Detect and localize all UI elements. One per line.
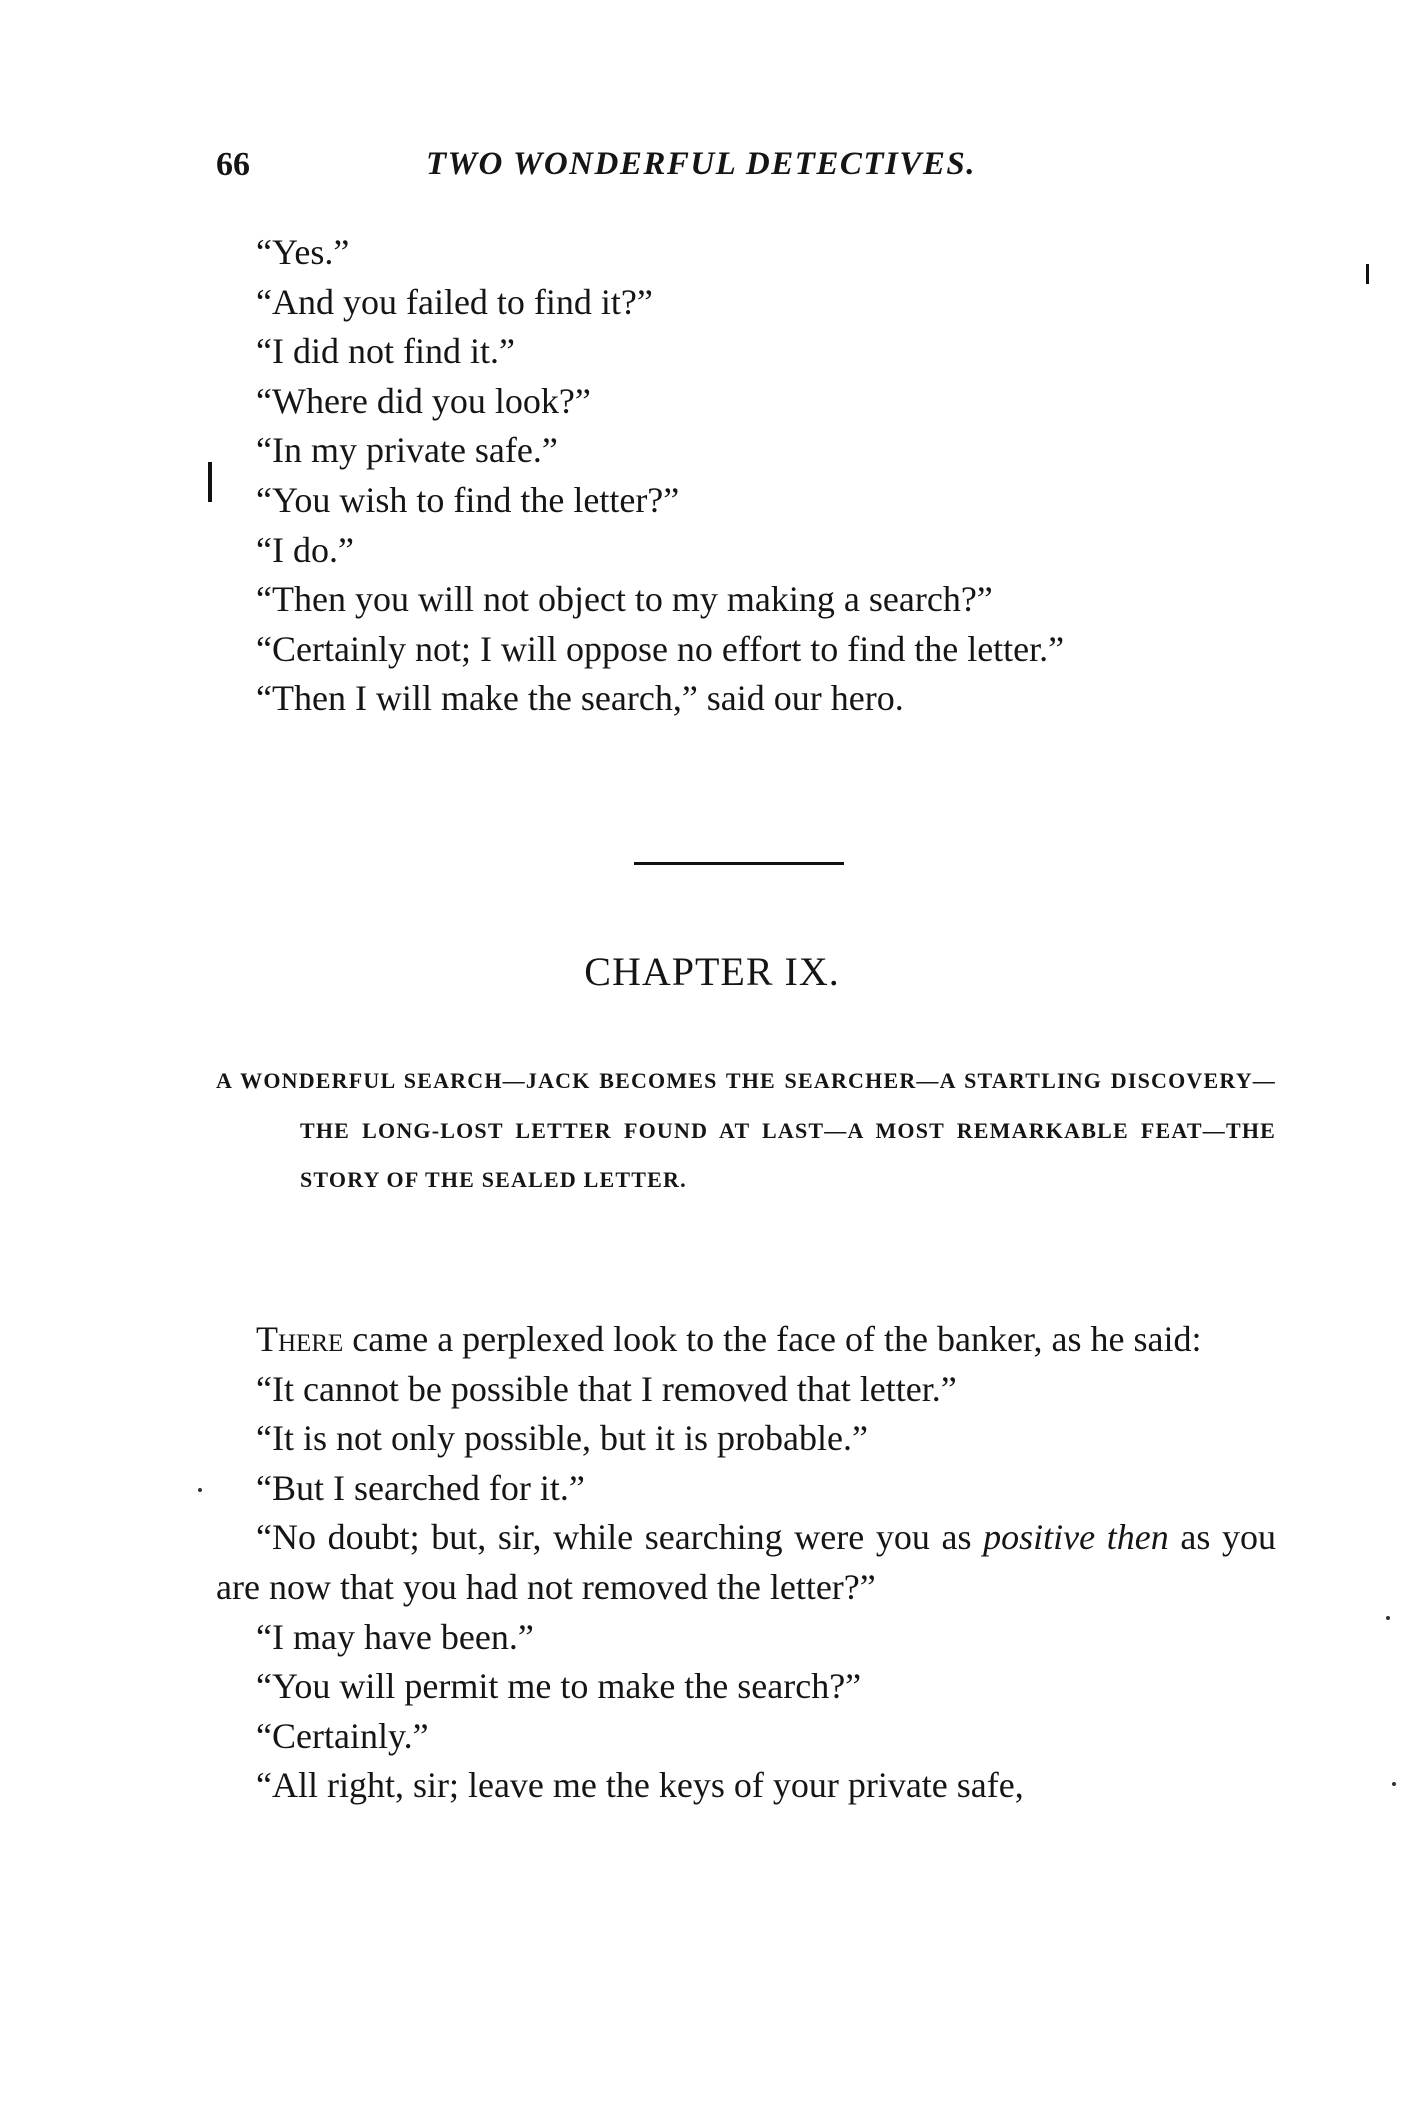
paragraph: “Yes.” [256,232,350,272]
page-number: 66 [216,146,250,183]
paragraph: “Certainly not; I will oppose no effort to find the letter.” [256,628,1065,669]
paragraph: “Then I will make the search,” said our hero. [256,678,904,719]
dust-speck [1392,1782,1396,1786]
dialogue-before-chapter [216,228,1276,724]
text-run: as you are now that you had not removed the letter?” [216,1517,1276,1607]
opening-paragraph [216,1315,1276,1365]
paragraph: “I do.” [256,529,354,570]
opening-rest: came a perplexed look to the face of the banker, as he said: [343,1319,1202,1359]
dust-speck [198,1488,202,1492]
paragraph: “Where did you look?” [256,380,591,421]
paragraph: “I may have been.” [256,1616,534,1657]
opening-word: There [256,1319,344,1359]
text-run: “No doubt; but, sir, while searching were you as [256,1517,984,1558]
paragraph: “All right, sir; leave me the keys of your private safe, [256,1765,1024,1806]
dust-speck [1386,1616,1390,1620]
italic-text: positive then [983,1517,1169,1558]
paragraph: “You wish to find the letter?” [256,479,680,520]
paragraph: “It cannot be possible that I removed that letter.” [256,1368,957,1409]
paragraph: “In my private safe.” [256,430,558,471]
running-head [216,146,1276,194]
section-divider [634,862,844,865]
chapter-synopsis: A WONDERFUL SEARCH—JACK BECOMES THE SEARCHER—A STARTLING DISCOVERY—THE LONG-LOST LETTER FOUND AT LAST—A MOST REMARKABLE FEAT—THE STORY OF THE SEALED LETTER. [216,1068,1276,1192]
running-title: TWO WONDERFUL DETECTIVES. [426,146,977,182]
paragraph: “You will permit me to make the search?” [256,1666,862,1707]
chapter-title: CHAPTER IX. [584,949,840,994]
paragraph: “And you failed to find it?” [256,281,653,322]
paragraph: “I did not find it.” [256,331,515,372]
margin-mark [208,462,212,502]
paragraph: “Certainly.” [256,1715,429,1756]
margin-mark [1366,264,1369,284]
paragraph: “Then you will not object to my making a search?” [256,579,993,620]
paragraph: “But I searched for it.” [256,1467,585,1508]
paragraph: “It is not only possible, but it is probable.” [256,1418,868,1459]
paragraph [216,1513,1276,1612]
chapter-body [216,1315,1276,1811]
